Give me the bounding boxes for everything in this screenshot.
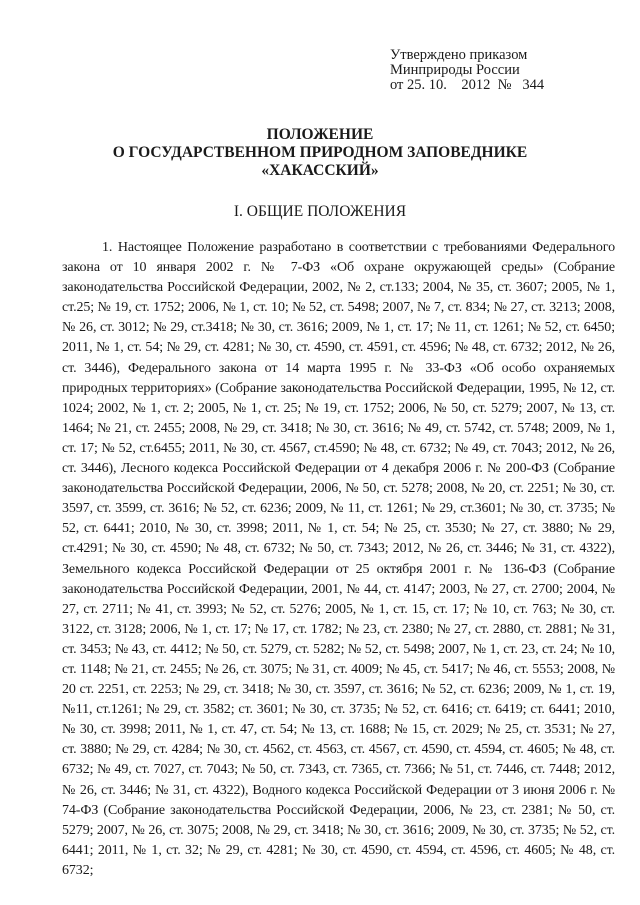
document-title — [0, 126, 640, 180]
approval-line-3: от 25. 10. 2012 № 344 — [390, 77, 545, 93]
paragraph-1: 1. Настоящее Положение разработано в соответствии с требованиями Федерального закона от 10 января 2002 г. № 7-ФЗ «Об охране окружающей среды» (Собрание законодательства Российской Федерации, 2002, № 2, ст.133; 2004, № 35, ст. 3607; 2005, № 1, ст.25; № 19, ст. 1752; 2006, № 1, ст. 10; № 52, ст. 5498; 2007, № 7, ст. 834; № 27, ст. 3213; 2008, № 26, ст. 3012; № 29, ст.3418; № 30, ст. 3616; 2009, № 1, ст. 17; № 11, ст. 1261; № 52, ст. 6450; 2011, № 1, ст. 54; № 29, ст. 4281; № 30, ст. 4590, ст. 4591, ст. 4596; № 48, ст. 6732; 2012, № 26, ст. 3446), Федерального закона от 14 марта 1995 г. № 33-ФЗ «Об особо охраняемых природных территориях» (Собрание законодательства Российской Федерации, 1995, № 12, ст. 1024; 2002, № 1, ст. 2; 2005, № 1, ст. 25; № 19, ст. 1752; 2006, № 50, ст. 5279; 2007, № 13, ст. 1464; № 21, ст. 2455; 2008, № 29, ст. 3418; № 30, ст. 3616; № 49, ст. 5742, ст. 5748; 2009, № 1, ст. 17; № 52, ст.6455; 2011, № 30, ст. 4567, ст.4590; № 48, ст. 6732; № 49, ст. 7043; 2012, № 26, ст. 3446), Лесного кодекса Российской Федерации от 4 декабря 2006 г. № 200-ФЗ (Собрание законодательства Российской Федерации, 2006, № 50, ст. 5278; 2008, № 20, ст. 2251; № 30, ст. 3597, ст. 3599, ст. 3616; № 52, ст. 6236; 2009, № 11, ст. 1261; № 29, ст.3601; № 30, ст. 3735; № 52, ст. 6441; 2010, № 30, ст. 3998; 2011, № 1, ст. 54; № 25, ст. 3530; № 27, ст. 3880; № 29, ст.4291; № 30, ст. 4590; № 48, ст. 6732; № 50, ст. 7343; 2012, № 26, ст. 3446; № 31, ст. 4322), Земельного кодекса Российской Федерации от 25 октября 2001 г. № 136-ФЗ (Собрание законодательства Российской Федерации, 2001, № 44, ст. 4147; 2003, № 27, ст. 2700; 2004, № 27, ст. 2711; № 41, ст. 3993; № 52, ст. 5276; 2005, № 1, ст. 15, ст. 17; № 10, ст. 763; № 30, ст. 3122, ст. 3128; 2006, № 1, ст. 17; № 17, ст. 1782; № 23, ст. 2380; № 27, ст. 2880, ст. 2881; № 31, ст. 3453; № 43, ст. 4412; № 50, ст. 5279, ст. 5282; № 52, ст. 5498; 2007, № 1, ст. 23, ст. 24; № 10, ст. 1148; № 21, ст. 2455; № 26, ст. 3075; № 31, ст. 4009; № 45, ст. 5417; № 46, ст. 5553; 2008, № 20 ст. 2251, ст. 2253; № 29, ст. 3418; № 30, ст. 3597, ст. 3616; № 52, ст. 6236; 2009, № 1, ст. 19, №11, ст.1261; № 29, ст. 3582; ст. 3601; № 30, ст. 3735; № 52, ст. 6416; ст. 6419; ст. 6441; 2010, № 30, ст. 3998; 2011, № 1, ст. 47, ст. 54; № 13, ст. 1688; № 15, ст. 2029; № 25, ст. 3531; № 27, ст. 3880; № 29, ст. 4284; № 30, ст. 4562, ст. 4563, ст. 4567, ст. 4590, ст. 4594, ст. 4605; № 48, ст. 6732; № 49, ст. 7027, ст. 7043; № 50, ст. 7343, ст. 7365, ст. 7366; № 51, ст. 7446, ст. 7448; 2012, № 26, ст. 3446; № 31, ст. 4322), Водного кодекса Российской Федерации от 3 июня 2006 г. № 74-ФЗ (Собрание законодательства Российской Федерации, 2006, № 23, ст. 2381; № 50, ст. 5279; 2007, № 26, ст. 3075; 2008, № 29, ст. 3418; № 30, ст. 3616; 2009, № 30, ст. 3735; № 52, ст. 6441; 2011, № 1, ст. 32; № 29, ст. 4281; № 30, ст. 4590, ст. 4594, ст. 4596, ст. 4605; № 48, ст. 6732; — [62, 240, 615, 878]
title-line-2: О ГОСУДАРСТВЕННОМ ПРИРОДНОМ ЗАПОВЕДНИКЕ — [112, 144, 528, 161]
approval-stamp — [390, 48, 544, 93]
approval-line-1: Утверждено приказом — [390, 47, 528, 63]
title-line-1: ПОЛОЖЕНИЕ — [266, 126, 374, 143]
title-line-3: «ХАКАССКИЙ» — [261, 162, 379, 179]
section-heading: I. ОБЩИЕ ПОЛОЖЕНИЯ — [233, 203, 407, 220]
approval-line-2: Минприроды России — [390, 62, 520, 78]
document-body — [62, 238, 615, 881]
